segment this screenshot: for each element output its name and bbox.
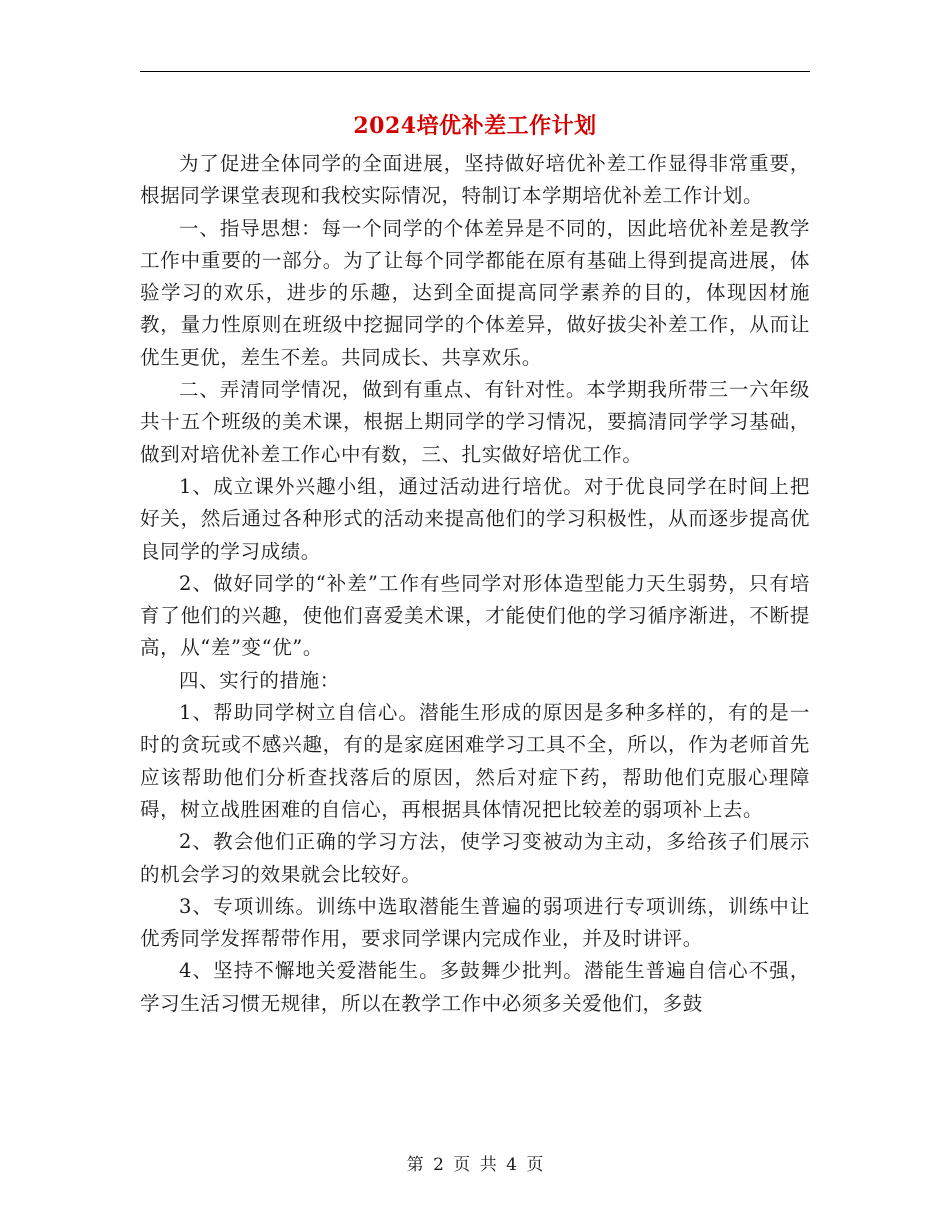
- body-paragraph: 一、指导思想：每一个同学的个体差异是不同的，因此培优补差是教学工作中重要的一部分。为了让每个同学都能在原有基础上得到提高进展，体验学习的欢乐，进步的乐趣，达到全面提高同学素养的目的，体现因材施教，量力性原则在班级中挖掘同学的个体差异，做好拔尖补差工作，从而让优生更优，差生不差。共同成长、共享欢乐。: [140, 216, 810, 369]
- document-body: [140, 148, 810, 1020]
- body-paragraph: 4、坚持不懈地关爱潜能生。多鼓舞少批判。潜能生普遍自信心不强，学习生活习惯无规律，所以在教学工作中必须多关爱他们，多鼓: [140, 959, 810, 1015]
- page-number: 第 2 页 共 4 页: [406, 1155, 544, 1175]
- body-paragraph: 1、帮助同学树立自信心。潜能生形成的原因是多种多样的，有的是一时的贪玩或不感兴趣，有的是家庭困难学习工具不全，所以，作为老师首先应该帮助他们分析查找落后的原因，然后对症下药，帮助他们克服心理障碍，树立战胜困难的自信心，再根据具体情况把比较差的弱项补上去。: [140, 701, 810, 821]
- body-paragraph: 为了促进全体同学的全面进展，坚持做好培优补差工作显得非常重要，根据同学课堂表现和我校实际情况，特制订本学期培优补差工作计划。: [140, 152, 810, 208]
- body-paragraph: 3、专项训练。训练中选取潜能生普遍的弱项进行专项训练，训练中让优秀同学发挥帮带作用，要求同学课内完成作业，并及时讲评。: [140, 894, 810, 951]
- header-rule: [140, 71, 810, 72]
- body-paragraph: 2、教会他们正确的学习方法，使学习变被动为主动，多给孩子们展示的机会学习的效果就会比较好。: [140, 830, 810, 886]
- document-title: 2024培优补差工作计划: [353, 113, 597, 139]
- body-paragraph: 2、做好同学的“补差”工作有些同学对形体造型能力天生弱势，只有培育了他们的兴趣，使他们喜爱美术课，才能使们他的学习循序渐进，不断提高，从“差”变“优”。: [140, 571, 810, 660]
- body-paragraph: 1、成立课外兴趣小组，通过活动进行培优。对于优良同学在时间上把好关，然后通过各种形式的活动来提高他们的学习积极性，从而逐步提高优良同学的学习成绩。: [140, 474, 810, 563]
- body-paragraph: 四、实行的措施：: [179, 668, 340, 692]
- body-paragraph: 二、弄清同学情况，做到有重点、有针对性。本学期我所带三一六年级共十五个班级的美术课，根据上期同学的学习情况，要搞清同学学习基础，做到对培优补差工作心中有数，三、扎实做好培优工作。: [140, 378, 810, 466]
